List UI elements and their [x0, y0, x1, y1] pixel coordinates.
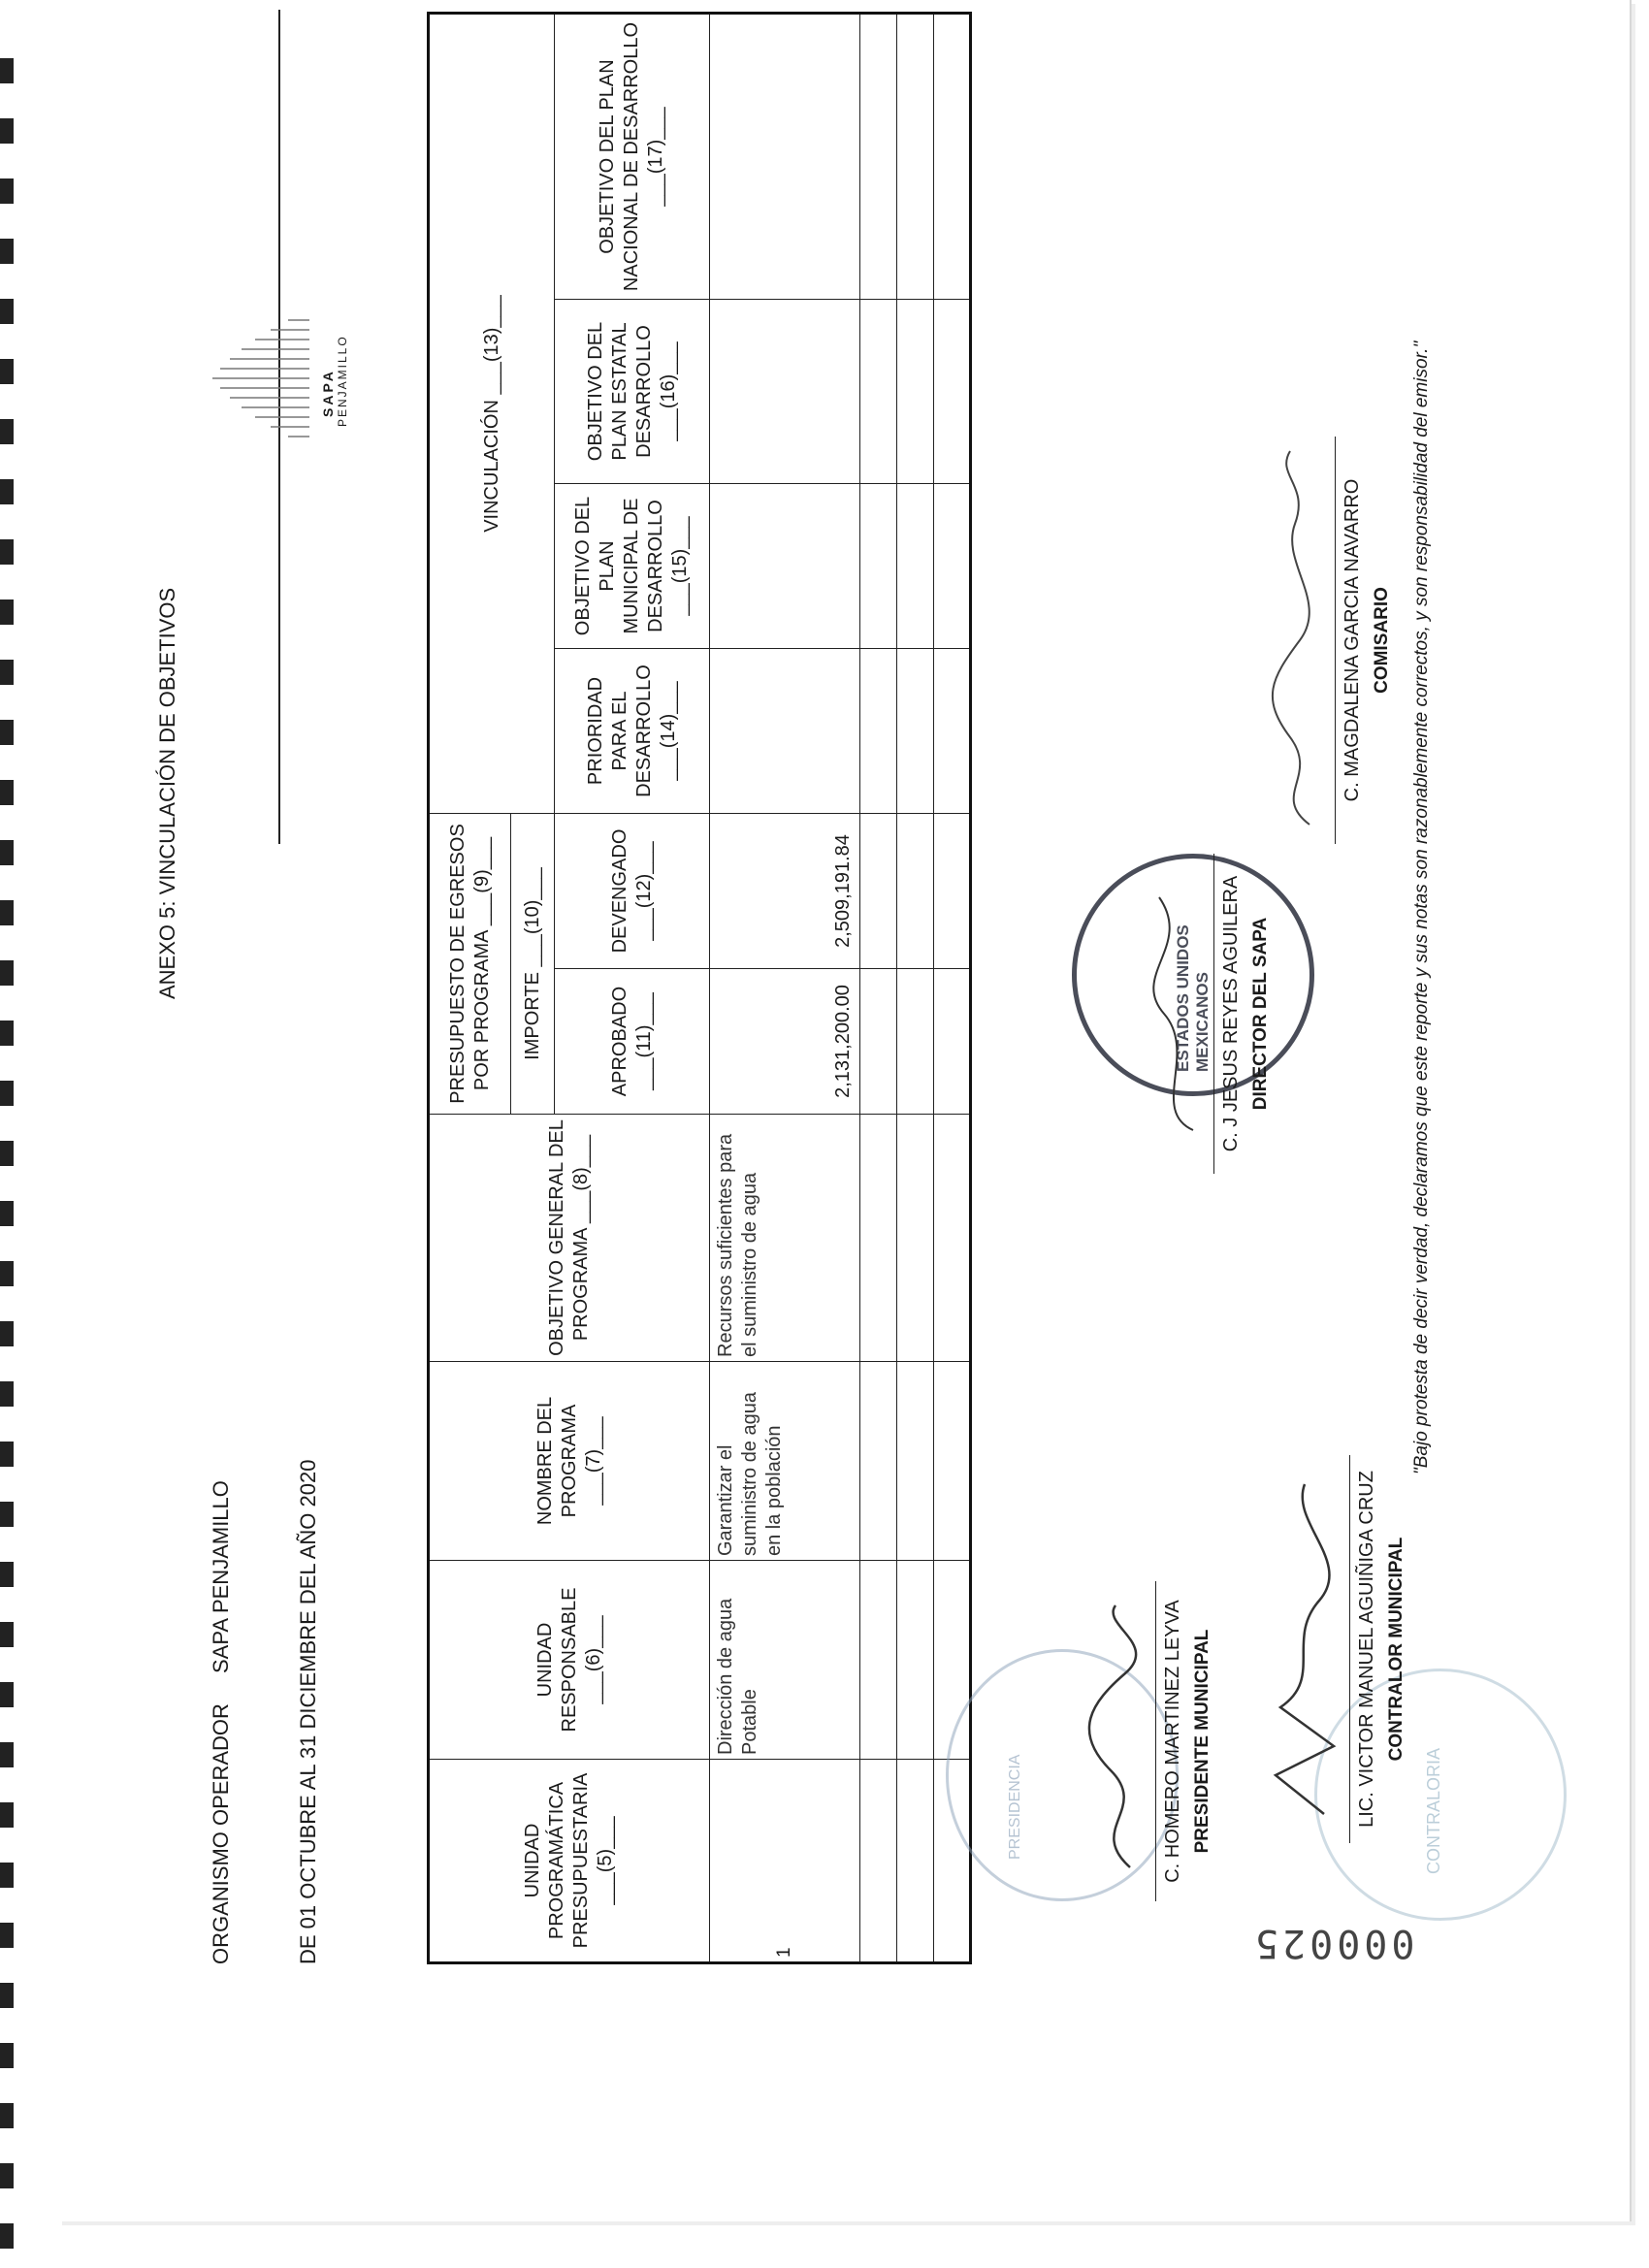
binding-hole: [0, 1381, 14, 1407]
handwritten-signature-icon: [1082, 1596, 1149, 1887]
page-number: 000025: [1251, 1921, 1415, 1965]
binding-hole: [0, 299, 14, 324]
logo-subname: PENJAMILLO: [336, 335, 349, 427]
signer-role: COMISARIO: [1372, 587, 1392, 694]
binding-hole: [0, 1802, 14, 1828]
organism-label: ORGANISMO OPERADOR: [209, 1703, 233, 1964]
table-row: [934, 14, 971, 1963]
binding-hole: [0, 840, 14, 865]
col-presupuesto-egresos: PRESUPUESTO DE EGRESOS POR PROGRAMA ___(9)___: [429, 814, 511, 1115]
binding-hole: [0, 178, 14, 204]
col-objetivo-general: OBJETIVO GENERAL DEL PROGRAMA ___(8)___: [429, 1115, 710, 1362]
cell-plan-nacional: [710, 14, 860, 300]
objectives-table: [427, 12, 972, 1964]
binding-hole: [0, 1923, 14, 1948]
binding-hole: [0, 1141, 14, 1166]
col-unidad-responsable: UNIDAD RESPONSABLE ___(6)___: [429, 1561, 710, 1760]
organism-name: SAPA PENJAMILLO: [209, 1480, 233, 1673]
binding-hole: [0, 118, 14, 144]
binding-hole: [0, 660, 14, 685]
col-plan-estatal: OBJETIVO DEL PLAN ESTATAL DESARROLLO ___(16)___: [555, 300, 710, 484]
binding-hole: [0, 1742, 14, 1767]
binding-hole: [0, 2043, 14, 2068]
binding-hole: [0, 1502, 14, 1527]
col-nombre-programa: NOMBRE DEL PROGRAMA ___(7)___: [429, 1362, 710, 1561]
cell-prioridad: [710, 649, 860, 814]
cell-unidad-programatica: 1: [710, 1760, 860, 1963]
binding-hole: [0, 58, 14, 83]
col-aprobado: APROBADO ___(11)___: [555, 969, 710, 1115]
signer-role: CONTRALOR MUNICIPAL: [1386, 1537, 1406, 1762]
logo-name: SAPA: [320, 369, 336, 417]
cell-unidad-responsable: Dirección de agua Potable: [710, 1561, 860, 1760]
cell-plan-municipal: [710, 484, 860, 649]
sapa-logo: [209, 184, 403, 456]
binding-hole: [0, 720, 14, 745]
signature-director: [1140, 854, 1272, 1174]
table-row: [897, 14, 934, 1963]
signer-role: DIRECTOR DEL SAPA: [1250, 917, 1271, 1111]
signer-name: C. HOMERO MARTINEZ LEYVA: [1155, 1581, 1184, 1901]
binding-hole: [0, 1622, 14, 1647]
binding-hole: [0, 239, 14, 264]
cell-plan-estatal: [710, 300, 860, 484]
binding-hole: [0, 359, 14, 384]
binding-hole: [0, 1442, 14, 1467]
cell-objetivo-general: Recursos suficientes para el suministro de agua: [710, 1115, 860, 1362]
col-prioridad-desarrollo: PRIORIDAD PARA EL DESARROLLO ___(14)___: [555, 649, 710, 814]
signer-name: C. J JESUS REYES AGUILERA: [1213, 854, 1243, 1174]
binding-hole: [0, 900, 14, 925]
binding-hole: [0, 419, 14, 444]
cell-aprobado: 2,131,200.00: [710, 969, 860, 1115]
handwritten-signature-icon: [1266, 1465, 1343, 1833]
signer-role: PRESIDENTE MUNICIPAL: [1192, 1629, 1212, 1854]
col-importe: IMPORTE ___(10)___: [511, 814, 555, 1115]
stamp-text: CONTRALORIA: [1424, 1747, 1443, 1874]
cell-nombre-programa: Garantizar el suministro de agua en la población: [710, 1362, 860, 1561]
stamp-text: ESTADOS UNIDOS MEXICANOS: [1174, 924, 1212, 1072]
handwritten-signature-icon: [1251, 446, 1329, 834]
table-row: [860, 14, 897, 1963]
signature-presidente: [1082, 1581, 1213, 1901]
table-row: [710, 14, 860, 1963]
document-page: [58, 0, 1632, 2221]
rotated-content: [155, 21, 1508, 1969]
handwritten-signature-icon: [1140, 868, 1208, 1159]
annex-title: ANEXO 5: VINCULACIÓN DE OBJETIVOS: [155, 587, 179, 999]
binding-hole: [0, 1201, 14, 1226]
binding-hole: [0, 599, 14, 625]
period-label: DE 01 OCTUBRE AL 31 DICIEMBRE DEL AÑO 2020: [296, 1459, 320, 1964]
binding-hole: [0, 780, 14, 805]
binding-hole: [0, 479, 14, 504]
declaration-text: "Bajo protesta de decir verdad, declaramos que este reporte y sus notas son razonablemente correctos, y son responsabilidad del emisor.": [1411, 340, 1432, 1474]
water-drop-lines-logo-icon: [209, 301, 315, 456]
binding-hole: [0, 1021, 14, 1046]
binding-hole: [0, 2103, 14, 2128]
binding-hole: [0, 1983, 14, 2008]
signer-name: LIC. VICTOR MANUEL AGUIÑIGA CRUZ: [1349, 1455, 1378, 1843]
col-devengado: DEVENGADO ___(12)___: [555, 814, 710, 969]
binding-hole: [0, 2223, 14, 2249]
col-vinculacion: VINCULACIÓN ___(13)___: [429, 14, 555, 814]
binding-hole: [0, 2163, 14, 2188]
binding-hole: [0, 1863, 14, 1888]
binding-hole: [0, 539, 14, 565]
binding-hole: [0, 1081, 14, 1106]
binding-hole: [0, 1682, 14, 1707]
binding-hole: [0, 1562, 14, 1587]
signature-contralor: [1266, 1455, 1407, 1843]
binding-hole: [0, 1261, 14, 1286]
col-unidad-programatica: UNIDAD PROGRAMÁTICA PRESUPUESTARIA ___(5)___: [429, 1760, 710, 1963]
binding-hole: [0, 960, 14, 986]
binding-hole: [0, 1321, 14, 1346]
cell-devengado: 2,509,191.84: [710, 814, 860, 969]
col-plan-nacional: OBJETIVO DEL PLAN NACIONAL DE DESARROLLO ___(17)___: [555, 14, 710, 300]
signer-name: C. MAGDALENA GARCIA NAVARRO: [1335, 437, 1364, 844]
stamp-text: PRESIDENCIA: [1007, 1754, 1023, 1860]
spiral-binding: [0, 0, 25, 2268]
col-plan-municipal: OBJETIVO DEL PLAN MUNICIPAL DE DESARROLLO ___(15)___: [555, 484, 710, 649]
signature-comisario: [1251, 437, 1393, 844]
